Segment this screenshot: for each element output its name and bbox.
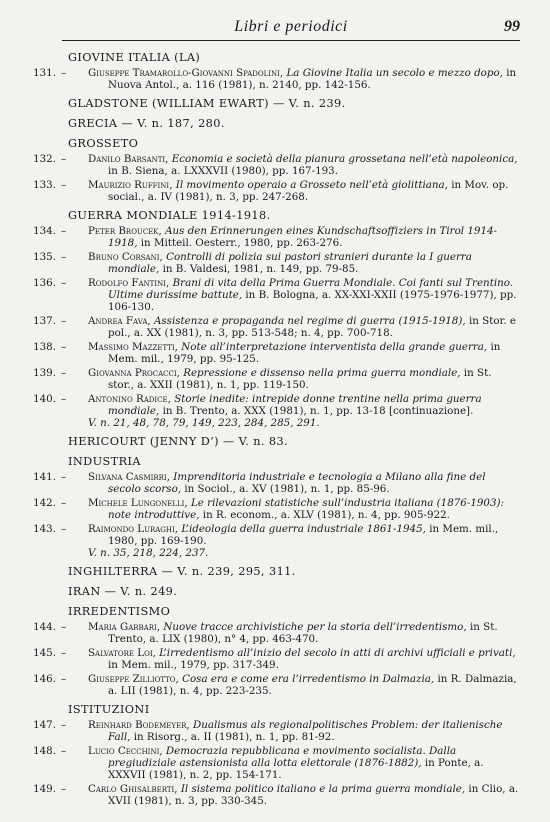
entry-dash: – (61, 277, 67, 289)
entry-source: in Nuova Antol., a. 116 (1981), n. 2140, pp. 142-156. (108, 67, 517, 91)
entry-title: Aus den Erinnerungen eines Kundschaftsoffiziers in Tirol 1914-1918, (108, 225, 498, 249)
entry-author: Reinhard Bodemeyer, (88, 719, 190, 731)
entry-number: 141. (33, 471, 56, 483)
entry-author: Michele Lungonelli, (88, 497, 188, 509)
bibliography-entry (30, 277, 520, 313)
entry-title: Cosa era e come era l’irredentismo in Dalmazia, (182, 673, 435, 685)
entry-source: in B. Bologna, a. XX-XXI-XXII (1975-1976-1977), pp. 106-130. (108, 289, 517, 313)
entry-number: 133. (33, 179, 56, 191)
entry-number: 134. (33, 225, 56, 237)
entry-author: Andrea Fava, (88, 315, 151, 327)
entry-author: Salvatore Loi, (88, 647, 156, 659)
entry-source: in St. Trento, a. LIX (1980), n° 4, pp. 463-470. (108, 621, 498, 645)
entry-text (88, 719, 520, 743)
bibliography-entry (30, 341, 520, 365)
cross-reference: V. n. 35, 218, 224, 237. (88, 547, 209, 559)
entry-source: in B. Trento, a. XXX (1981), n. 1, pp. 13-18 [continuazione]. (162, 405, 474, 417)
entry-text (88, 471, 520, 495)
entry-number: 140. (33, 393, 56, 405)
entry-text (88, 783, 520, 807)
entry-number: 144. (33, 621, 56, 633)
entry-author: Antonino Radice, (88, 393, 171, 405)
entry-source: in B. Siena, a. LXXXVII (1980), pp. 167-193. (108, 165, 339, 177)
entry-number: 147. (33, 719, 56, 731)
entry-title: Note all’interpretazione interventista della grande guerra, (181, 341, 488, 353)
entry-text (88, 497, 520, 521)
entry-source: in Mitteil. Oesterr., 1980, pp. 263-276. (140, 237, 343, 249)
entry-author: Maurizio Ruffini, (88, 179, 173, 191)
entry-text (88, 745, 520, 781)
entry-text (88, 315, 520, 339)
section-heading: GRECIA — V. n. 187, 280. (68, 117, 225, 130)
entry-source: in Stor. e pol., a. XX (1981), n. 3, pp. 513-548; n. 4, pp. 700-718. (108, 315, 516, 339)
entry-author: Lucio Cecchini, (88, 745, 163, 757)
entry-dash: – (61, 179, 67, 191)
bibliography-entry (30, 719, 520, 743)
entry-title: Le rilevazioni statistiche sull’industria italiana (1876-1903): note introduttive, (108, 497, 505, 521)
entry-dash: – (61, 225, 67, 237)
entry-title: Il sistema politico italiano e la prima guerra mondiale, (180, 783, 466, 795)
entry-text (88, 153, 520, 177)
bibliography-entry (30, 367, 520, 391)
entry-dash: – (61, 783, 67, 795)
entry-dash: – (61, 153, 67, 165)
running-head (62, 18, 520, 41)
entry-number: 143. (33, 523, 56, 535)
entry-number: 149. (33, 783, 56, 795)
entry-author: Giuseppe Zilliotto, (88, 673, 179, 685)
entry-title: Imprenditoria industriale e tecnologia a Milano alla fine del secolo scorso, (108, 471, 486, 495)
entry-title: Economia e società della pianura grossetana nell’età napoleonica, (171, 153, 518, 165)
entry-dash: – (61, 621, 67, 633)
entry-source: in Risorg., a. II (1981), n. 1, pp. 81-92. (133, 731, 335, 743)
entry-title: Nuove tracce archivistiche per la storia dell’irredentismo, (163, 621, 467, 633)
cross-reference: V. n. 21, 48, 78, 79, 149, 223, 284, 285, 291. (88, 417, 320, 429)
entry-dash: – (61, 367, 67, 379)
entry-dash: – (61, 393, 67, 405)
page-number: 99 (504, 18, 520, 35)
entry-dash: – (61, 67, 67, 79)
entry-source: in B. Valdesi, 1981, n. 149, pp. 79-85. (162, 263, 359, 275)
section-heading: GIOVINE ITALIA (LA) (68, 51, 201, 64)
bibliography-entry (30, 471, 520, 495)
entry-text (88, 225, 520, 249)
entry-number: 132. (33, 153, 56, 165)
entry-title: L’ideologia della guerra industriale 1861-1945, (181, 523, 426, 535)
bibliography-entry (30, 621, 520, 645)
entry-source: in Clio, a. XVII (1981), n. 3, pp. 330-345. (108, 783, 519, 807)
bibliography-entry (30, 153, 520, 177)
entry-text (88, 341, 520, 365)
entry-dash: – (61, 523, 67, 535)
entry-source: in Sociol., a. XV (1981), n. 1, pp. 85-96. (184, 483, 390, 495)
entry-title: La Giovine Italia un secolo e mezzo dopo, (286, 67, 503, 79)
entry-number: 135. (33, 251, 56, 263)
section-heading: IRAN — V. n. 249. (68, 585, 178, 598)
entry-text (88, 523, 520, 559)
entry-author: Bruno Corsani, (88, 251, 163, 263)
entry-title: Il movimento operaio a Grosseto nell’età giolittiana, (175, 179, 448, 191)
entry-source: in Ponte, a. XXXVII (1981), n. 2, pp. 154-171. (108, 757, 484, 781)
entry-number: 131. (33, 67, 56, 79)
entry-dash: – (61, 647, 67, 659)
entry-author: Danilo Barsanti, (88, 153, 169, 165)
entry-number: 148. (33, 745, 56, 757)
entry-source: in R. Dalmazia, a. LII (1981), n. 4, pp. 223-235. (108, 673, 517, 697)
bibliography-entry (30, 393, 520, 429)
bibliography-body (30, 50, 520, 809)
bibliography-entry (30, 523, 520, 559)
entry-source: in Mem. mil., 1979, pp. 95-125. (108, 341, 501, 365)
entry-title: Brani di vita della Prima Guerra Mondiale. Coi fanti sul Trentino. Ultime durissime battute, (108, 277, 514, 301)
entry-text (88, 277, 520, 313)
entry-source: in St. stor., a. XXII (1981), n. 1, pp. 119-150. (108, 367, 492, 391)
entry-title: L’irredentismo all’inizio del secolo in atti di archivi ufficiali e privati, (159, 647, 516, 659)
section-heading: ISTITUZIONI (68, 703, 150, 716)
entry-text (88, 393, 520, 429)
entry-dash: – (61, 471, 67, 483)
section-heading: HERICOURT (JENNY D’) — V. n. 83. (68, 435, 289, 448)
entry-source: in Mov. op. social., a. IV (1981), n. 3, pp. 247-268. (108, 179, 509, 203)
bibliography-entry (30, 179, 520, 203)
entry-text (88, 67, 520, 91)
section-heading: GLADSTONE (WILLIAM EWART) — V. n. 239. (68, 97, 346, 110)
entry-author: Massimo Mazzetti, (88, 341, 178, 353)
running-title: Libri e periodici (234, 18, 348, 35)
bibliography-entry (30, 783, 520, 807)
entry-dash: – (61, 251, 67, 263)
section-heading: GUERRA MONDIALE 1914-1918. (68, 209, 271, 222)
section-heading: IRREDENTISMO (68, 605, 171, 618)
entry-number: 137. (33, 315, 56, 327)
entry-author: Rodolfo Fantini, (88, 277, 170, 289)
entry-title: Repressione e dissenso nella prima guerra mondiale, (183, 367, 461, 379)
entry-dash: – (61, 341, 67, 353)
bibliography-entry (30, 745, 520, 781)
entry-author: Giovanna Procacci, (88, 367, 180, 379)
entry-source: in Mem. mil., 1980, pp. 169-190. (108, 523, 499, 547)
entry-title: Dualismus als regionalpolitisches Problem: der italienische Fall, (108, 719, 503, 743)
section-heading: INGHILTERRA — V. n. 239, 295, 311. (68, 565, 296, 578)
entry-text (88, 647, 520, 671)
entry-number: 142. (33, 497, 56, 509)
bibliography-entry (30, 251, 520, 275)
entry-dash: – (61, 719, 67, 731)
entry-source: in Mem. mil., 1979, pp. 317-349. (108, 659, 279, 671)
entry-text (88, 179, 520, 203)
entry-number: 139. (33, 367, 56, 379)
entry-source: in R. econom., a. XLV (1981), n. 4, pp. 905-922. (202, 509, 450, 521)
entry-dash: – (61, 315, 67, 327)
entry-author: Giuseppe Tramarollo-Giovanni Spadolini, (88, 67, 284, 79)
entry-text (88, 621, 520, 645)
entry-number: 136. (33, 277, 56, 289)
entry-text (88, 673, 520, 697)
entry-dash: – (61, 673, 67, 685)
entry-dash: – (61, 497, 67, 509)
entry-number: 146. (33, 673, 56, 685)
bibliography-entry (30, 497, 520, 521)
entry-author: Raimondo Luraghi, (88, 523, 179, 535)
entry-text (88, 251, 520, 275)
bibliography-entry (30, 225, 520, 249)
entry-author: Carlo Ghisalberti, (88, 783, 178, 795)
entry-title: Storie inedite: intrepide donne trentine nella prima guerra mondiale, (108, 393, 482, 417)
entry-author: Silvana Casmirri, (88, 471, 170, 483)
bibliography-entry (30, 315, 520, 339)
entry-title: Controlli di polizia sui pastori stranieri durante la I guerra mondiale, (108, 251, 472, 275)
entry-title: Assistenza e propaganda nel regime di guerra (1915-1918), (153, 315, 466, 327)
entry-text (88, 367, 520, 391)
bibliography-entry (30, 67, 520, 91)
entry-author: Peter Broucek, (88, 225, 162, 237)
section-heading: GROSSETO (68, 137, 139, 150)
bibliography-entry (30, 673, 520, 697)
entry-dash: – (61, 745, 67, 757)
entry-author: Maria Garbari, (88, 621, 161, 633)
entry-number: 145. (33, 647, 56, 659)
entry-title: Democrazia repubblicana e movimento socialista. Dalla pregiudiziale astensionista alla lotta elettorale (1876-1882), (108, 745, 457, 769)
bibliography-entry (30, 647, 520, 671)
entry-number: 138. (33, 341, 56, 353)
section-heading: INDUSTRIA (68, 455, 141, 468)
